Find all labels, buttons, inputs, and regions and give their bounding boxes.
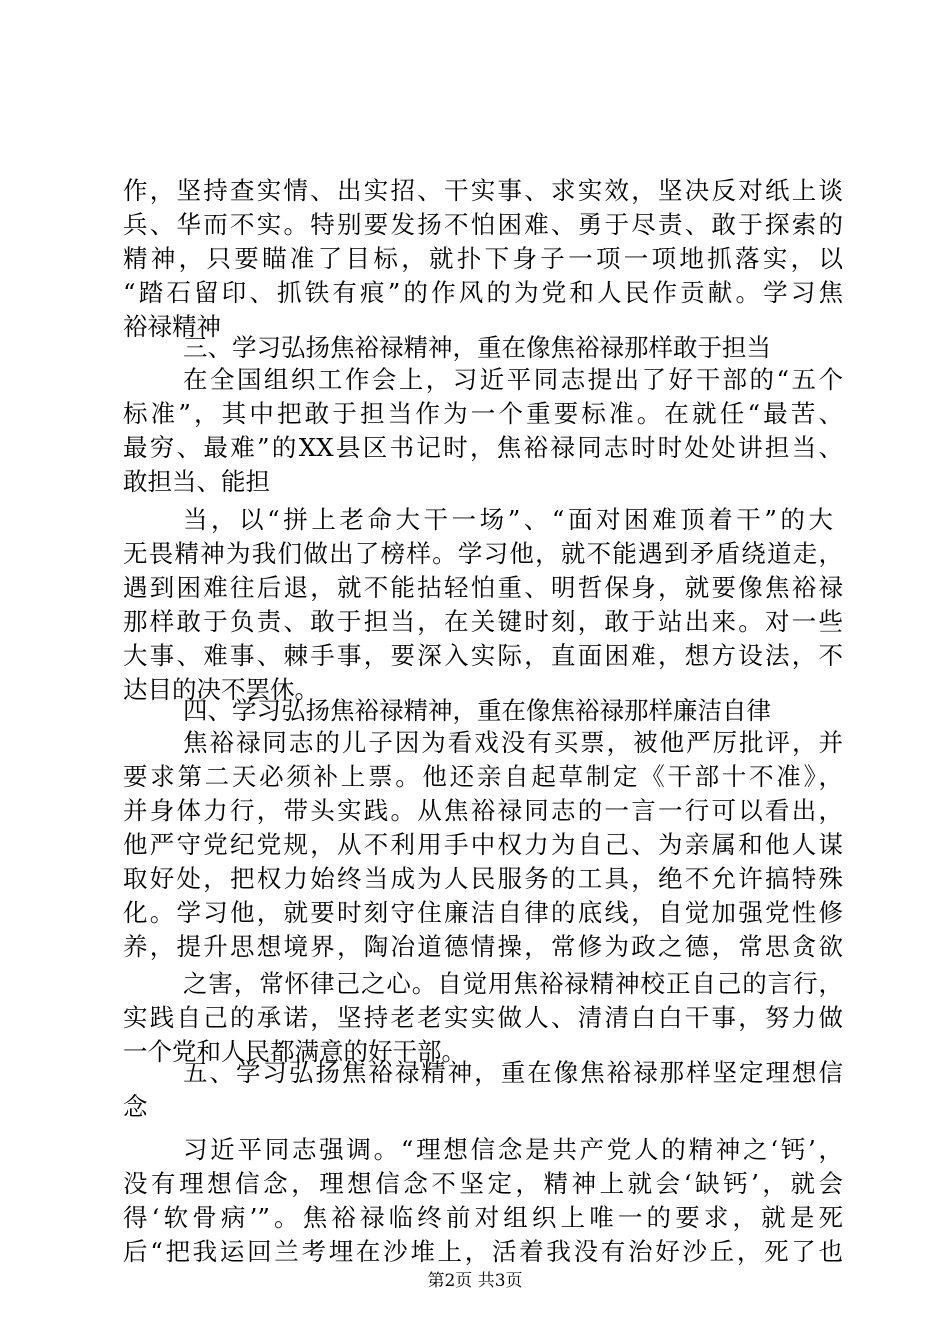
text-line: 无畏精神为我们做出了榜样。学习他，就不能遇到矛盾绕道走， xyxy=(123,539,843,568)
text-line: 他严守党纪党规，从不利用手中权力为自己、为亲属和他人谋 xyxy=(123,830,843,859)
text-line: 没有理想信念，理想信念不坚定，精神上就会‘缺钙’，就会 xyxy=(123,1169,843,1198)
text-line: 最穷、最难”的XX县区书记时，焦裕禄同志时时处处讲担当、 xyxy=(123,433,843,462)
text-line: 实践自己的承诺，坚持老老实实做人、清清白白干事，努力做 xyxy=(123,1003,843,1032)
section-heading-3: 三、学习弘扬焦裕禄精神，重在像焦裕禄那样敢于担当 xyxy=(183,333,771,362)
text-line: 敢担当、能担 xyxy=(123,467,270,496)
text-line: 标准”，其中把敢于担当作为一个重要标准。在就任“最苦、 xyxy=(123,399,843,428)
text-line: 之害，常怀律己之心。自觉用焦裕禄精神校正自己的言行， xyxy=(183,969,843,998)
text-line: 在全国组织工作会上，习近平同志提出了好干部的“五个 xyxy=(183,365,843,394)
text-line: “踏石留印、抓铁有痕”的作风的为党和人民作贡献。学习焦 xyxy=(123,278,843,307)
text-line: 遇到困难往后退，就不能拈轻怕重、明哲保身，就要像焦裕禄 xyxy=(123,573,843,602)
text-line: 一个党和人民都满意的好干部。 xyxy=(123,1037,466,1066)
text-line: 得‘软骨病’”。焦裕禄临终前对组织上唯一的要求，就是死 xyxy=(123,1203,843,1232)
text-line: 作，坚持查实情、出实招、干实事、求实效，坚决反对纸上谈 xyxy=(123,176,843,205)
text-line: 精神，只要瞄准了目标，就扑下身子一项一项地抓落实，以 xyxy=(123,244,843,273)
text-line: 要求第二天必须补上票。他还亲自起草制定《干部十不准》， xyxy=(123,762,843,791)
text-line: 当，以“拼上老命大干一场”、“面对困难顶着干”的大 xyxy=(183,505,833,534)
text-line: 大事、难事、棘手事，要深入实际，直面困难，想方设法，不 xyxy=(123,641,843,670)
section-heading-5: 五、学习弘扬焦裕禄精神，重在像焦裕禄那样坚定理想信 xyxy=(183,1058,843,1087)
text-line: 兵、华而不实。特别要发扬不怕困难、勇于尽责、敢于探索的 xyxy=(123,210,843,239)
text-line: 焦裕禄同志的儿子因为看戏没有买票，被他严厉批评，并 xyxy=(183,728,843,757)
text-line: 并身体力行，带头实践。从焦裕禄同志的一言一行可以看出， xyxy=(123,796,843,825)
text-line: 念 xyxy=(123,1092,148,1121)
text-line: 裕禄精神 xyxy=(123,312,221,341)
text-line: 后“把我运回兰考埋在沙堆上，活着我没有治好沙丘，死了也 xyxy=(123,1237,843,1266)
text-line: 达目的决不罢休。 xyxy=(123,675,319,704)
section-heading-4: 四、学习弘扬焦裕禄精神，重在像焦裕禄那样廉洁自律 xyxy=(183,696,771,725)
text-line: 习近平同志强调。“理想信念是共产党人的精神之‘钙’， xyxy=(183,1135,843,1164)
text-line: 那样敢于负责、敢于担当，在关键时刻，敢于站出来。对一些 xyxy=(123,607,843,636)
text-line: 化。学习他，就要时刻守住廉洁自律的底线，自觉加强党性修 xyxy=(123,898,843,927)
text-line: 养，提升思想境界，陶冶道德情操，常修为政之德，常思贪欲 xyxy=(123,932,843,961)
page-footer: 第2页 共3页 xyxy=(427,1271,523,1291)
text-line: 取好处，把权力始终当成为人民服务的工具，绝不允许搞特殊 xyxy=(123,864,843,893)
